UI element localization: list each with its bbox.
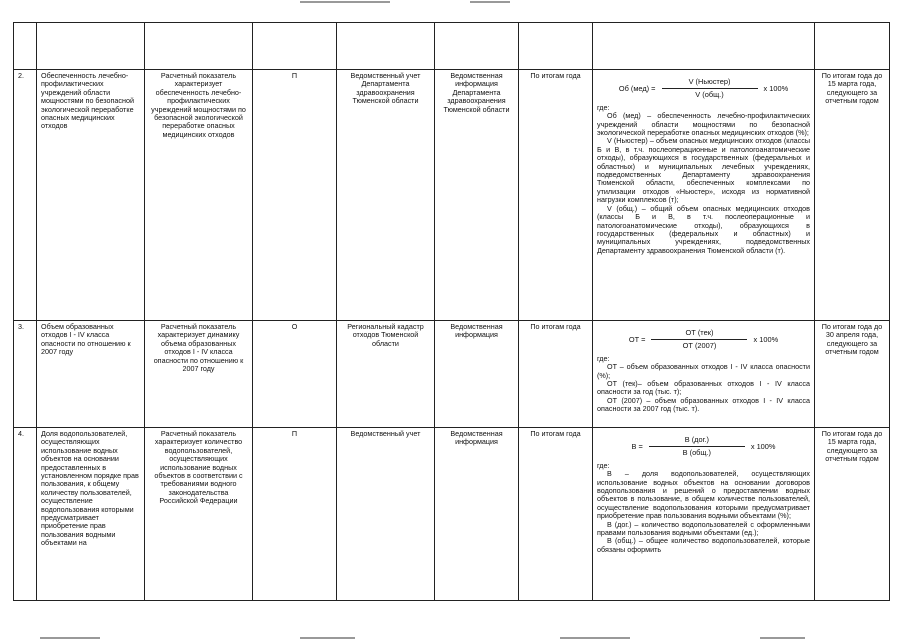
deadline: По итогам года до 30 апреля года, следующего за отчетным годом (815, 321, 890, 428)
definitions-intro: где: (597, 353, 610, 363)
data-source: Ведомственный учет (337, 428, 435, 601)
formula-lhs: ОТ = (628, 334, 646, 344)
formula-multiplier: х 100% (763, 83, 789, 93)
calculation-cell (593, 321, 815, 428)
definition-item: Об (мед) – обеспеченность лечебно-профилактических учреждений области мощностями по безопасной экологической переработке опасных медицинских отходов (%); (597, 111, 810, 138)
definition-item: В (общ.) – общее количество водопользователей, которые обязаны оформить (597, 536, 810, 554)
data-source: Региональный кадастр отходов Тюменской области (337, 321, 435, 428)
indicator-type: П (253, 70, 337, 321)
formula-multiplier: х 100% (750, 441, 776, 451)
indicator-table (13, 22, 890, 601)
formula-numerator: V (Ньюстер) (688, 77, 731, 86)
indicator-type: П (253, 428, 337, 601)
table-row (14, 428, 890, 601)
formula-lhs: Об (мед) = (618, 83, 656, 93)
reporting-period: По итогам года (519, 428, 593, 601)
formula (597, 436, 810, 458)
indicator-description: Расчетный показатель характеризует динамику объема образованных отходов I - IV класса опасности по отношению к 2007 году (145, 321, 253, 428)
table-row (14, 70, 890, 321)
definition-item: В – доля водопользователей, осуществляющих использование водных объектов на основании договоров водопользования и решений о предоставлении водных объектов в пользование, в общем количестве пользователей, осуществление водопользования которыми предусматривает приобретение прав пользования водными объектами (%); (597, 469, 810, 521)
table-row (14, 321, 890, 428)
formula-denominator: В (общ.) (682, 448, 712, 458)
formula-fraction (649, 436, 745, 458)
definition-item: V (общ.) – общий объем опасных медицинских отходов (классы Б и В, в т.ч. послеоперационные и патологоанатомические отходы), образующихся в государственных (федеральных и областных) и муниципальных учреждениях, подведомственных Департаменту здравоохранения Тюменской области (т). (597, 203, 810, 255)
scan-edge-bottom-1 (40, 637, 100, 639)
formula-denominator: ОТ (2007) (682, 341, 717, 351)
table-row-blank (14, 23, 890, 70)
info-source: Ведомственная информация (435, 428, 519, 601)
deadline: По итогам года до 15 марта года, следующего за отчетным годом (815, 428, 890, 601)
definitions-intro: где: (597, 102, 610, 112)
formula-fraction (662, 78, 758, 100)
definitions-intro: где: (597, 460, 610, 470)
formula-numerator: В (дог.) (684, 435, 709, 444)
calculation-cell (593, 428, 815, 601)
row-number: 4. (14, 428, 37, 601)
reporting-period: По итогам года (519, 70, 593, 321)
deadline: По итогам года до 15 марта года, следующего за отчетным годом (815, 70, 890, 321)
indicator-type: О (253, 321, 337, 428)
formula-fraction (651, 329, 747, 351)
formula (597, 78, 810, 100)
indicator-name: Обеспеченность лечебно-профилактических учреждений области мощностями по безопасной экологической переработке опасных медицинских отходов (37, 70, 145, 321)
row-number: 2. (14, 70, 37, 321)
indicator-description: Расчетный показатель характеризует количество водопользователей, осуществляющих использование водных объектов в соответствии с требованиями водного законодательства Российской Федерации (145, 428, 253, 601)
definition-item: ОТ (2007) – объем образованных отходов I - IV класса опасности за 2007 год (тыс. т). (597, 395, 810, 414)
formula-definitions (597, 355, 810, 414)
scan-edge-top-2 (470, 1, 510, 3)
formula-multiplier: х 100% (753, 334, 779, 344)
scan-edge-bottom-4 (760, 637, 805, 639)
definition-item: В (дог.) – количество водопользователей с оформленными правами пользования водными объектами (ед.); (597, 519, 810, 538)
scan-edge-bottom-3 (560, 637, 630, 639)
scan-edge-bottom-2 (300, 637, 355, 639)
formula-lhs: В = (631, 441, 643, 451)
indicator-name: Объем образованных отходов I - IV класса опасности по отношению к 2007 году (37, 321, 145, 428)
calculation-cell (593, 70, 815, 321)
indicator-description: Расчетный показатель характеризует обеспеченность лечебно-профилактических учреждений мощностями по безопасной экологической переработке опасных медицинских отходов (145, 70, 253, 321)
info-source: Ведомственная информация Департамента здравоохранения Тюменской области (435, 70, 519, 321)
definition-item: V (Ньюстер) – объем опасных медицинских отходов (классы Б и В, в т.ч. послеоперационные и патологоанатомические отходы), образующихся в государственных (федеральных и областных) и муниципальных лечебных учреждениях, подведомственных Департаменту здравоохранения Тюменской области, обеспеченных комплексами по утилизации отходов «Ньюстер», исходя из нормативной нагрузки комплексов (т); (597, 136, 810, 205)
formula (597, 329, 810, 351)
row-number: 3. (14, 321, 37, 428)
formula-definitions (597, 462, 810, 554)
formula-definitions (597, 104, 810, 255)
formula-numerator: ОТ (тек) (685, 328, 714, 337)
data-source: Ведомственный учет Департамента здравоохранения Тюменской области (337, 70, 435, 321)
info-source: Ведомственная информация (435, 321, 519, 428)
definition-item: ОТ (тек)– объем образованных отходов I - IV класса опасности за год (тыс. т); (597, 379, 810, 397)
definition-item: ОТ – объем образованных отходов I - IV класса опасности (%); (597, 362, 810, 380)
reporting-period: По итогам года (519, 321, 593, 428)
indicator-name: Доля водопользователей, осуществляющих использование водных объектов на основании предоставленных в установленном порядке прав пользования, к общему количеству пользователей, осуществление водопользования которыми предусматривает приобретение прав пользования водными объектами на (37, 428, 145, 601)
formula-denominator: V (общ.) (695, 90, 724, 100)
scan-edge-top-1 (300, 1, 390, 3)
